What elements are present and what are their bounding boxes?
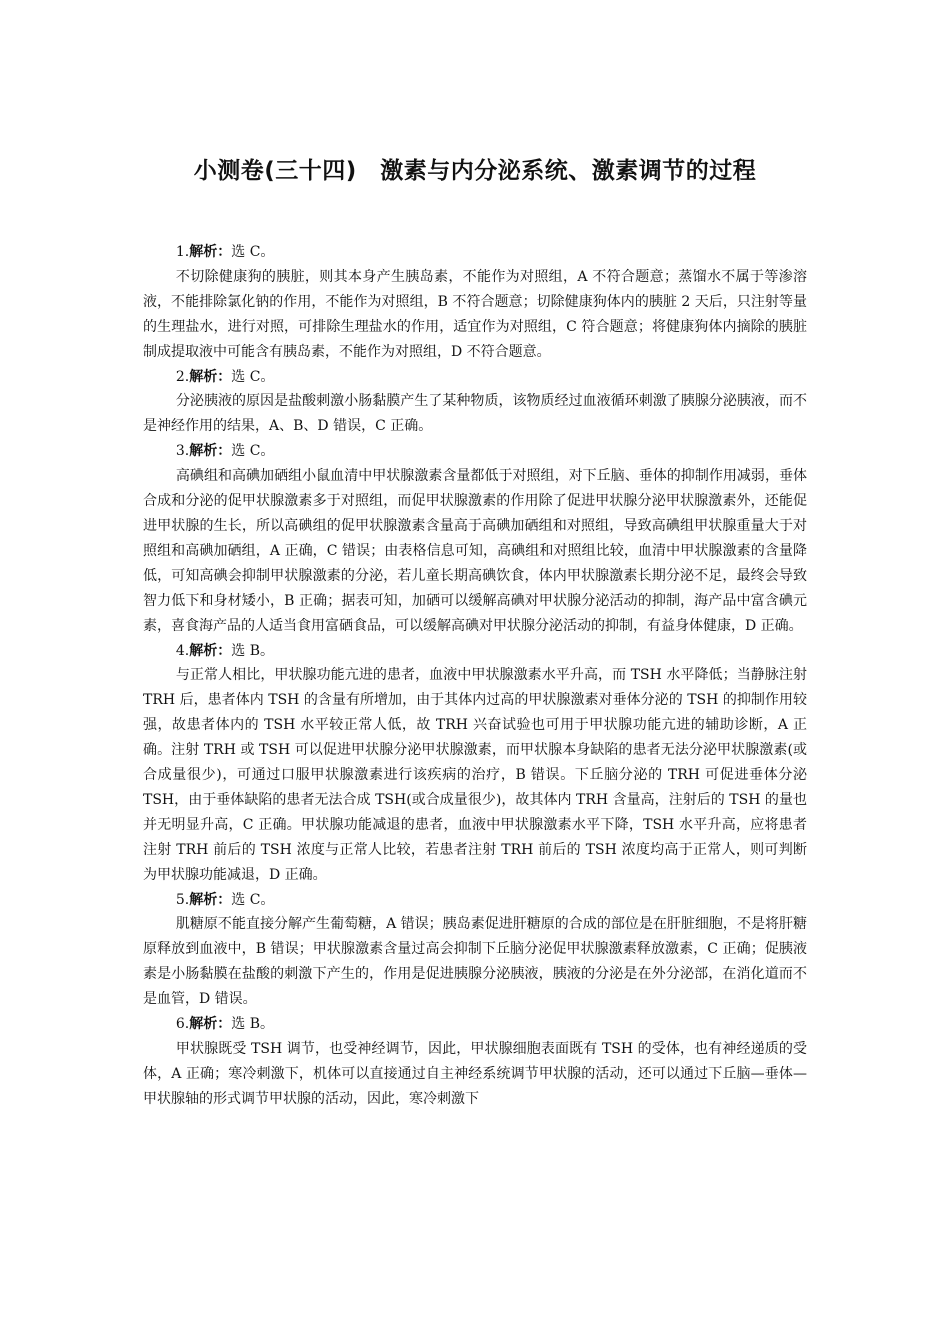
analysis-label: 解析：: [189, 443, 232, 460]
question-number: 2.: [175, 368, 190, 385]
analysis-label: 解析：: [189, 244, 232, 260]
answer-choice: 选 B。: [231, 1016, 274, 1033]
answer-line: [143, 1012, 807, 1037]
answer-choice: 选 C。: [231, 891, 275, 908]
explanation-text: 高碘组和高碘加硒组小鼠血清中甲状腺激素含量都低于对照组，对下丘脑、垂体的抑制作用减弱，垂体合成和分泌的促甲状腺激素多于对照组，而促甲状腺激素的作用除了促进甲状腺分泌甲状腺激素外，还能促进甲状腺的生长，所以高碘组的促甲状腺激素含量高于高碘加硒组和对照组，导致高碘组甲状腺重量大于对照组和高碘加硒组，A 正确，C 错误；由表格信息可知，高碘组和对照组比较，血清中甲状腺激素的含量降低，可知高碘会抑制甲状腺激素的分泌，若儿童长期高碘饮食，体内甲状腺激素长期分泌不足，最终会导致智力低下和身材矮小，B 正确；据表可知，加硒可以缓解高碘对甲状腺分泌活动的抑制，海产品中富含碘元素，喜食海产品的人适当食用富硒食品，可以缓解高碘对甲状腺分泌活动的抑制，有益身体健康，D 正确。: [143, 468, 807, 634]
answer-line: [143, 888, 807, 913]
explanation-text: 分泌胰液的原因是盐酸刺激小肠黏膜产生了某种物质，该物质经过血液循环刺激了胰腺分泌胰液，而不是神经作用的结果，A、B、D 错误，C 正确。: [143, 393, 807, 435]
question-number: 5.: [175, 891, 190, 908]
answer-list: [143, 240, 807, 1112]
answer-choice: 选 B。: [231, 642, 274, 659]
question-number: 4.: [175, 642, 190, 659]
answer-choice: 选 C。: [231, 244, 275, 260]
answer-line: [143, 240, 807, 265]
answer-item-1: [143, 240, 807, 365]
explanation-text: 不切除健康狗的胰脏，则其本身产生胰岛素，不能作为对照组，A 不符合题意；蒸馏水不属于等渗溶液，不能排除氯化钠的作用，不能作为对照组，B 不符合题意；切除健康狗体内的胰脏 2 天后，只注射等量的生理盐水，进行对照，可排除生理盐水的作用，适宜作为对照组，C 符合题意；将健康狗体内摘除的胰脏制成提取液中可能含有胰岛素，不能作为对照组，D 不符合题意。: [143, 268, 807, 360]
analysis-label: 解析：: [189, 368, 232, 385]
explanation-text: 与正常人相比，甲状腺功能亢进的患者，血液中甲状腺激素水平升高，而 TSH 水平降低；当静脉注射 TRH 后，患者体内 TSH 的含量有所增加，由于其体内过高的甲状腺激素对垂体分泌的 TSH 的抑制作用较强，故患者体内的 TSH 水平较正常人低，故 TRH 兴奋试验也可用于甲状腺功能亢进的辅助诊断，A 正确。注射 TRH 或 TSH 可以促进甲状腺分泌甲状腺激素，而甲状腺本身缺陷的患者无法分泌甲状腺激素(或合成量很少)，可通过口服甲状腺激素进行该疾病的治疗，B 错误。下丘脑分泌的 TRH 可促进垂体分泌 TSH，由于垂体缺陷的患者无法合成 TSH(或合成量很少)，故其体内 TRH 含量高，注射后的 TSH 的量也并无明显升高，C 正确。甲状腺功能减退的患者，血液中甲状腺激素水平下降，TSH 水平升高，应将患者注射 TRH 前后的 TSH 浓度与正常人比较，若患者注射 TRH 前后的 TSH 浓度均高于正常人，则可判断为甲状腺功能减退，D 正确。: [143, 667, 807, 883]
page-title: 小测卷(三十四) 激素与内分泌系统、激素调节的过程: [193, 158, 757, 184]
answer-choice: 选 C。: [231, 368, 275, 385]
explanation-text: 甲状腺既受 TSH 调节，也受神经调节，因此，甲状腺细胞表面既有 TSH 的受体，也有神经递质的受体，A 正确；寒冷刺激下，机体可以直接通过自主神经系统调节甲状腺的活动，还可以通过下丘脑—垂体—甲状腺轴的形式调节甲状腺的活动，因此，寒冷刺激下: [143, 1041, 807, 1107]
question-number: 3.: [175, 443, 190, 460]
answer-item-3: [143, 439, 807, 638]
answer-line: [143, 639, 807, 664]
answer-line: [143, 365, 807, 390]
question-number: 6.: [175, 1016, 190, 1033]
explanation-text: 肌糖原不能直接分解产生葡萄糖，A 错误；胰岛素促进肝糖原的合成的部位是在肝脏细胞，不是将肝糖原释放到血液中，B 错误；甲状腺激素含量过高会抑制下丘脑分泌促甲状腺激素释放激素，C 正确；促胰液素是小肠黏膜在盐酸的刺激下产生的，作用是促进胰腺分泌胰液，胰液的分泌是在外分泌部，在消化道而不是血管，D 错误。: [143, 916, 807, 1008]
answer-line: [143, 439, 807, 464]
analysis-label: 解析：: [189, 642, 232, 659]
answer-item-6: [143, 1012, 807, 1112]
analysis-label: 解析：: [189, 1016, 232, 1033]
answer-item-5: [143, 888, 807, 1013]
answer-choice: 选 C。: [231, 443, 275, 460]
answer-item-2: [143, 365, 807, 440]
answer-item-4: [143, 639, 807, 888]
question-number: 1.: [175, 244, 190, 260]
analysis-label: 解析：: [189, 891, 232, 908]
